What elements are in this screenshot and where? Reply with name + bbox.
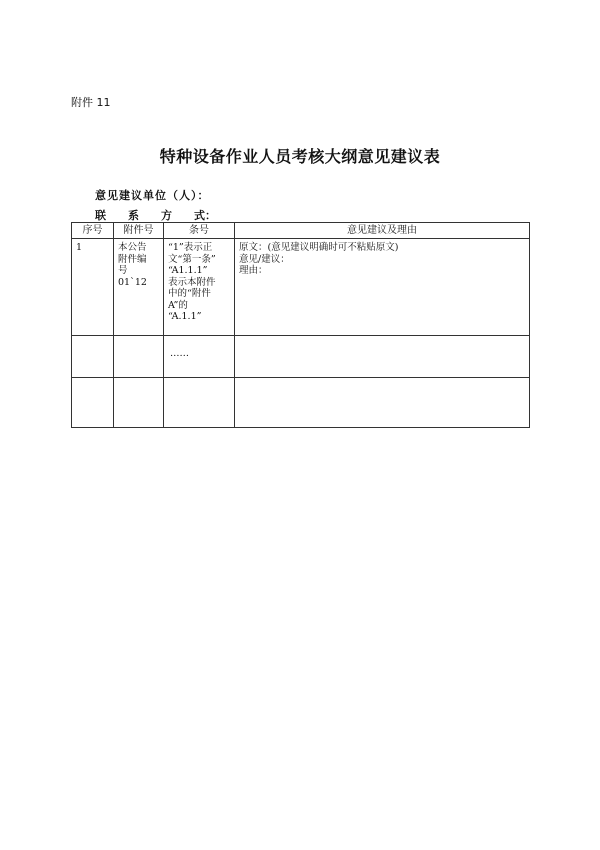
cell-line: 文“第一条”: [168, 253, 216, 265]
table-header-row: [72, 223, 530, 239]
cell-attachment-no[interactable]: [114, 239, 164, 336]
ellipsis-text: ……: [170, 348, 189, 359]
cell-line: 原文：(意见建议明确时可不粘贴原文): [239, 242, 399, 253]
cell-line: 中的“附件: [168, 288, 211, 299]
cell-opinion[interactable]: [235, 239, 530, 336]
table-row: [72, 378, 530, 428]
cell-line: “A.1.1”: [168, 311, 202, 322]
contact-char: 联: [95, 209, 106, 222]
contact-label: [95, 207, 216, 223]
table-row: [72, 336, 530, 378]
contact-char: 式：: [194, 209, 216, 222]
contact-char: 方: [161, 209, 172, 222]
cell-line: 理由：: [239, 265, 268, 276]
cell-attachment-no[interactable]: [114, 378, 164, 428]
cell-line: 表示本附件: [168, 276, 216, 288]
cell-seq[interactable]: [72, 378, 114, 428]
cell-seq[interactable]: [72, 239, 114, 336]
cell-line: 附件编: [118, 253, 147, 265]
contact-char: 系: [128, 209, 139, 222]
cell-line: 意见/建议：: [239, 253, 290, 265]
cell-clause-no[interactable]: [164, 336, 235, 378]
cell-clause-no[interactable]: [164, 239, 235, 336]
column-header-clause-no: 条号: [164, 223, 235, 239]
cell-line: A”的: [168, 299, 188, 311]
cell-line: “1”表示正: [168, 242, 213, 253]
opinion-table: [71, 222, 530, 428]
cell-line: “A1.1.1”: [168, 265, 208, 276]
unit-label: 意见建议单位（人）：: [95, 189, 210, 202]
cell-line: 号: [118, 265, 128, 276]
cell-opinion[interactable]: [235, 378, 530, 428]
cell-seq[interactable]: [72, 336, 114, 378]
cell-attachment-no[interactable]: [114, 336, 164, 378]
column-header-seq: 序号: [72, 223, 114, 239]
column-header-attachment-no: 附件号: [114, 223, 164, 239]
cell-seq-text: 1: [76, 242, 83, 253]
cell-line: 01`12: [118, 276, 147, 288]
column-header-opinion: 意见建议及理由: [235, 223, 530, 239]
table-row: [72, 239, 530, 336]
page-title: 特种设备作业人员考核大纲意见建议表: [159, 147, 441, 166]
cell-clause-no[interactable]: [164, 378, 235, 428]
cell-line: 本公告: [118, 242, 147, 253]
attachment-label: 附件 11: [71, 96, 111, 109]
cell-opinion[interactable]: [235, 336, 530, 378]
